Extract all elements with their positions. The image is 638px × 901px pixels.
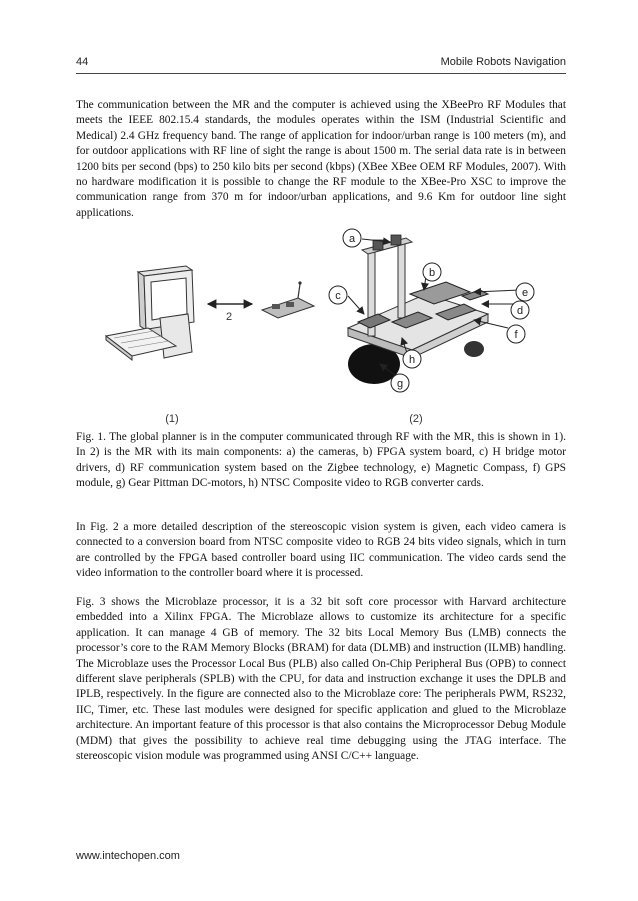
callout-a (343, 229, 361, 247)
figure-1 (76, 226, 566, 426)
figure-1-illustration (76, 226, 566, 426)
running-header (76, 56, 566, 72)
callout-h (403, 350, 421, 368)
callout-c (329, 286, 347, 304)
paragraph-stereoscopic-vision: In Fig. 2 a more detailed description of the stereoscopic vision system is given, each video camera is connected to a conversion board from NTSC composite video to RGB 24 bits video signals, which in turn are controlled by the FPGA based controller board using IIC communication. The video cards send the video information to the controller board where it is processed. (76, 521, 566, 580)
svg-text:c: c (335, 290, 341, 302)
rf-module-illustration (262, 281, 314, 318)
callout-g (391, 374, 409, 392)
svg-text:d: d (516, 305, 524, 317)
page-number: 44 (76, 56, 89, 68)
callout-b (423, 263, 441, 281)
panel-1-label: (1) (165, 413, 179, 425)
svg-text:h: h (408, 354, 416, 366)
svg-text:a: a (348, 233, 356, 245)
running-title: Mobile Robots Navigation (440, 56, 566, 68)
paragraph-microblaze: Fig. 3 shows the Microblaze processor, it is a 32 bit soft core processor with Harvard architecture embedded into a Xilinx FPGA. The Microblaze allows to customize its architecture for a specific application. It can manage 4 GB of memory. The 32 bits Local Memory Bus (LMB) connects the processor’s core to the RAM Memory Blocks (BRAM) for data (DLMB) and instruction (ILMB) handling. The Microblaze uses the Processor Local Bus (PLB) also called On-Chip Peripheral Bus (OPB) to connect different slave peripherals (SPLB) with the CPU, for data and instruction exchange it uses the DPLB and IPLB, respectively. In the figure are connected also to the Microblaze core: The peripherals PWM, RS232, IIC, Timer, etc. These last modules were designed for specific application and glued to the Microblaze architecture. An important feature of this processor is that also contains the Microprocessor Debug Module (MDM) that gives the possibility to achieve real time debugging using the JTAG interface. The stereoscopic vision module was programmed using ANSI C/C++ language. (76, 596, 566, 763)
svg-text:b: b (428, 267, 436, 279)
computer-illustration (106, 266, 194, 360)
paragraph-rf-communication: The communication between the MR and the computer is achieved using the XBeePro RF Modules that meets the IEEE 802.15.4 standards, the modules operates within the ISM (Industrial Scientific and Medical) 2.4 GHz frequency band. The range of application for indoor/urban range is 100 meters (m), and for outdoor applications with RF line of sight the range is about 1500 m. The serial data rate is in between 1200 bits per second (bps) to 250 kilo bits per second (kbps) (XBee XBee OEM RF Modules, 2007). With no hardware modification it is possible to change the RF module to the XBee-Pro XSC to improve the communication range from 370 m for indoor/urban applications, and 9.6 Km for outdoor line sight applications. (76, 99, 566, 219)
svg-text:g: g (396, 378, 404, 390)
rf-link-arrow (208, 304, 252, 323)
callout-d (511, 301, 529, 319)
callout-f (507, 325, 525, 343)
link-label: 2 (226, 311, 233, 323)
svg-text:e: e (521, 287, 529, 299)
callout-e (516, 283, 534, 301)
header-rule (76, 73, 566, 74)
footer-url[interactable]: www.intechopen.com (76, 850, 180, 862)
figure-1-caption: Fig. 1. The global planner is in the computer communicated through RF with the MR, this is shown in 1). In 2) is the MR with its main components: a) the cameras, b) FPGA system board, c) H bridge motor drivers, d) RF communication system based on the Zigbee technology, e) Magnetic Compass, f) GPS module, g) Gear Pittman DC-motors, h) NTSC Composite video to RGB converter cards. (76, 431, 566, 490)
panel-2-label: (2) (409, 413, 423, 425)
svg-text:f: f (514, 329, 518, 341)
